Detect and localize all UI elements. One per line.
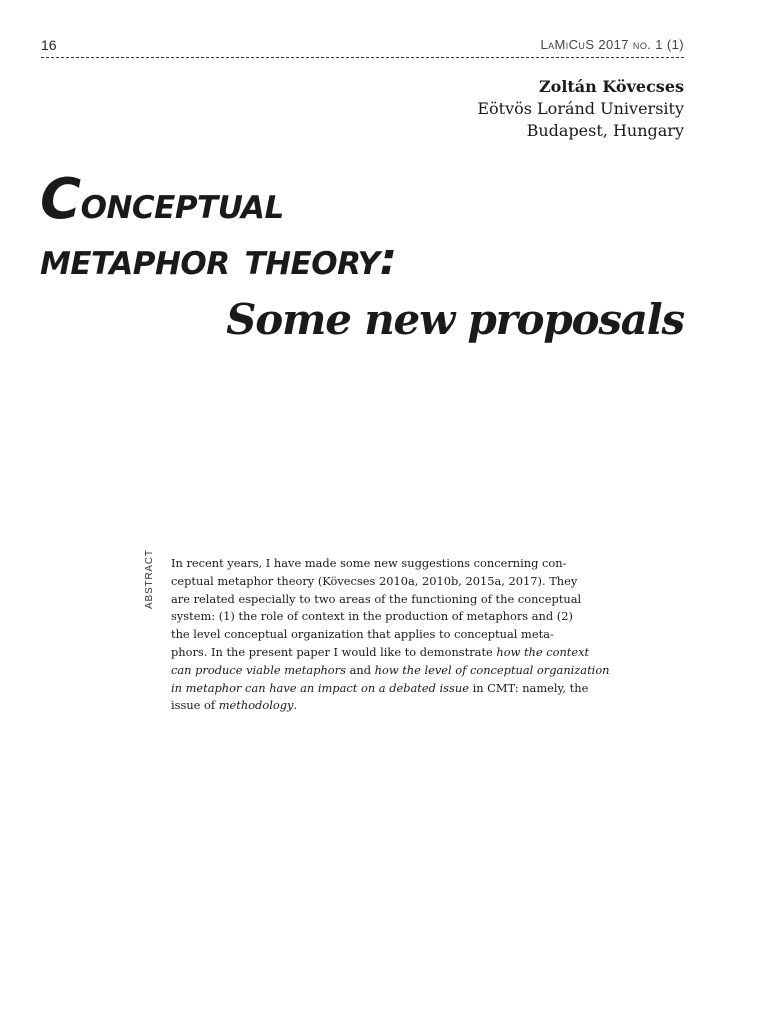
abstract-run: the level conceptual organization that applies to conceptual meta-	[171, 627, 554, 642]
abstract-run: .	[293, 698, 298, 713]
abstract-line	[171, 697, 551, 715]
abstract-emphasis: how the context	[496, 644, 590, 659]
paper-subtitle: Some new proposals	[226, 295, 684, 344]
abstract-line	[171, 555, 567, 573]
author-location: Budapest, Hungary	[526, 121, 684, 140]
abstract-run: and	[345, 662, 375, 677]
abstract-run: phors. In the present paper I would like to demonstrate	[171, 644, 497, 659]
journal-title: LaMiCuS 2017 no. 1 (1)	[540, 37, 684, 52]
abstract-line	[171, 591, 582, 609]
abstract-line	[171, 626, 554, 644]
author-name: Zoltán Kövecses	[538, 77, 684, 96]
abstract-emphasis: in metaphor can have an impact on a debated issue	[171, 680, 469, 695]
abstract-emphasis: can produce viable metaphors	[171, 662, 346, 677]
author-block	[477, 76, 684, 142]
abstract-run: system: (1) the role of context in the production of metaphors and (2)	[171, 609, 573, 624]
author-affiliation: Eötvös Loránd University	[477, 99, 684, 118]
abstract-text	[171, 555, 610, 715]
abstract-emphasis: methodology	[218, 698, 294, 713]
abstract-line	[171, 573, 578, 591]
abstract-run: issue of	[171, 698, 219, 713]
title-line-1-rest: onceptual	[80, 178, 284, 229]
title-line-1	[40, 167, 397, 232]
abstract-line	[171, 680, 589, 698]
abstract-line	[171, 608, 573, 626]
running-header	[41, 33, 684, 58]
abstract-run: in CMT: namely, the	[468, 680, 589, 695]
abstract-line	[171, 644, 590, 662]
title-initial: C	[40, 167, 81, 232]
abstract-run: ceptual metaphor theory (Kövecses 2010a, 2010b, 2015a, 2017). They	[171, 573, 578, 588]
paper-title	[40, 167, 397, 288]
abstract-run: In recent years, I have made some new suggestions concerning con-	[171, 556, 567, 570]
abstract-label: ABSTRACT	[144, 549, 155, 609]
page-number: 16	[41, 37, 57, 53]
title-line-2: metaphor theory:	[40, 234, 397, 285]
abstract-emphasis: how the level of conceptual organization	[374, 662, 610, 677]
abstract-run: are related especially to two areas of the functioning of the conceptual	[171, 591, 582, 606]
abstract-line	[171, 662, 610, 680]
